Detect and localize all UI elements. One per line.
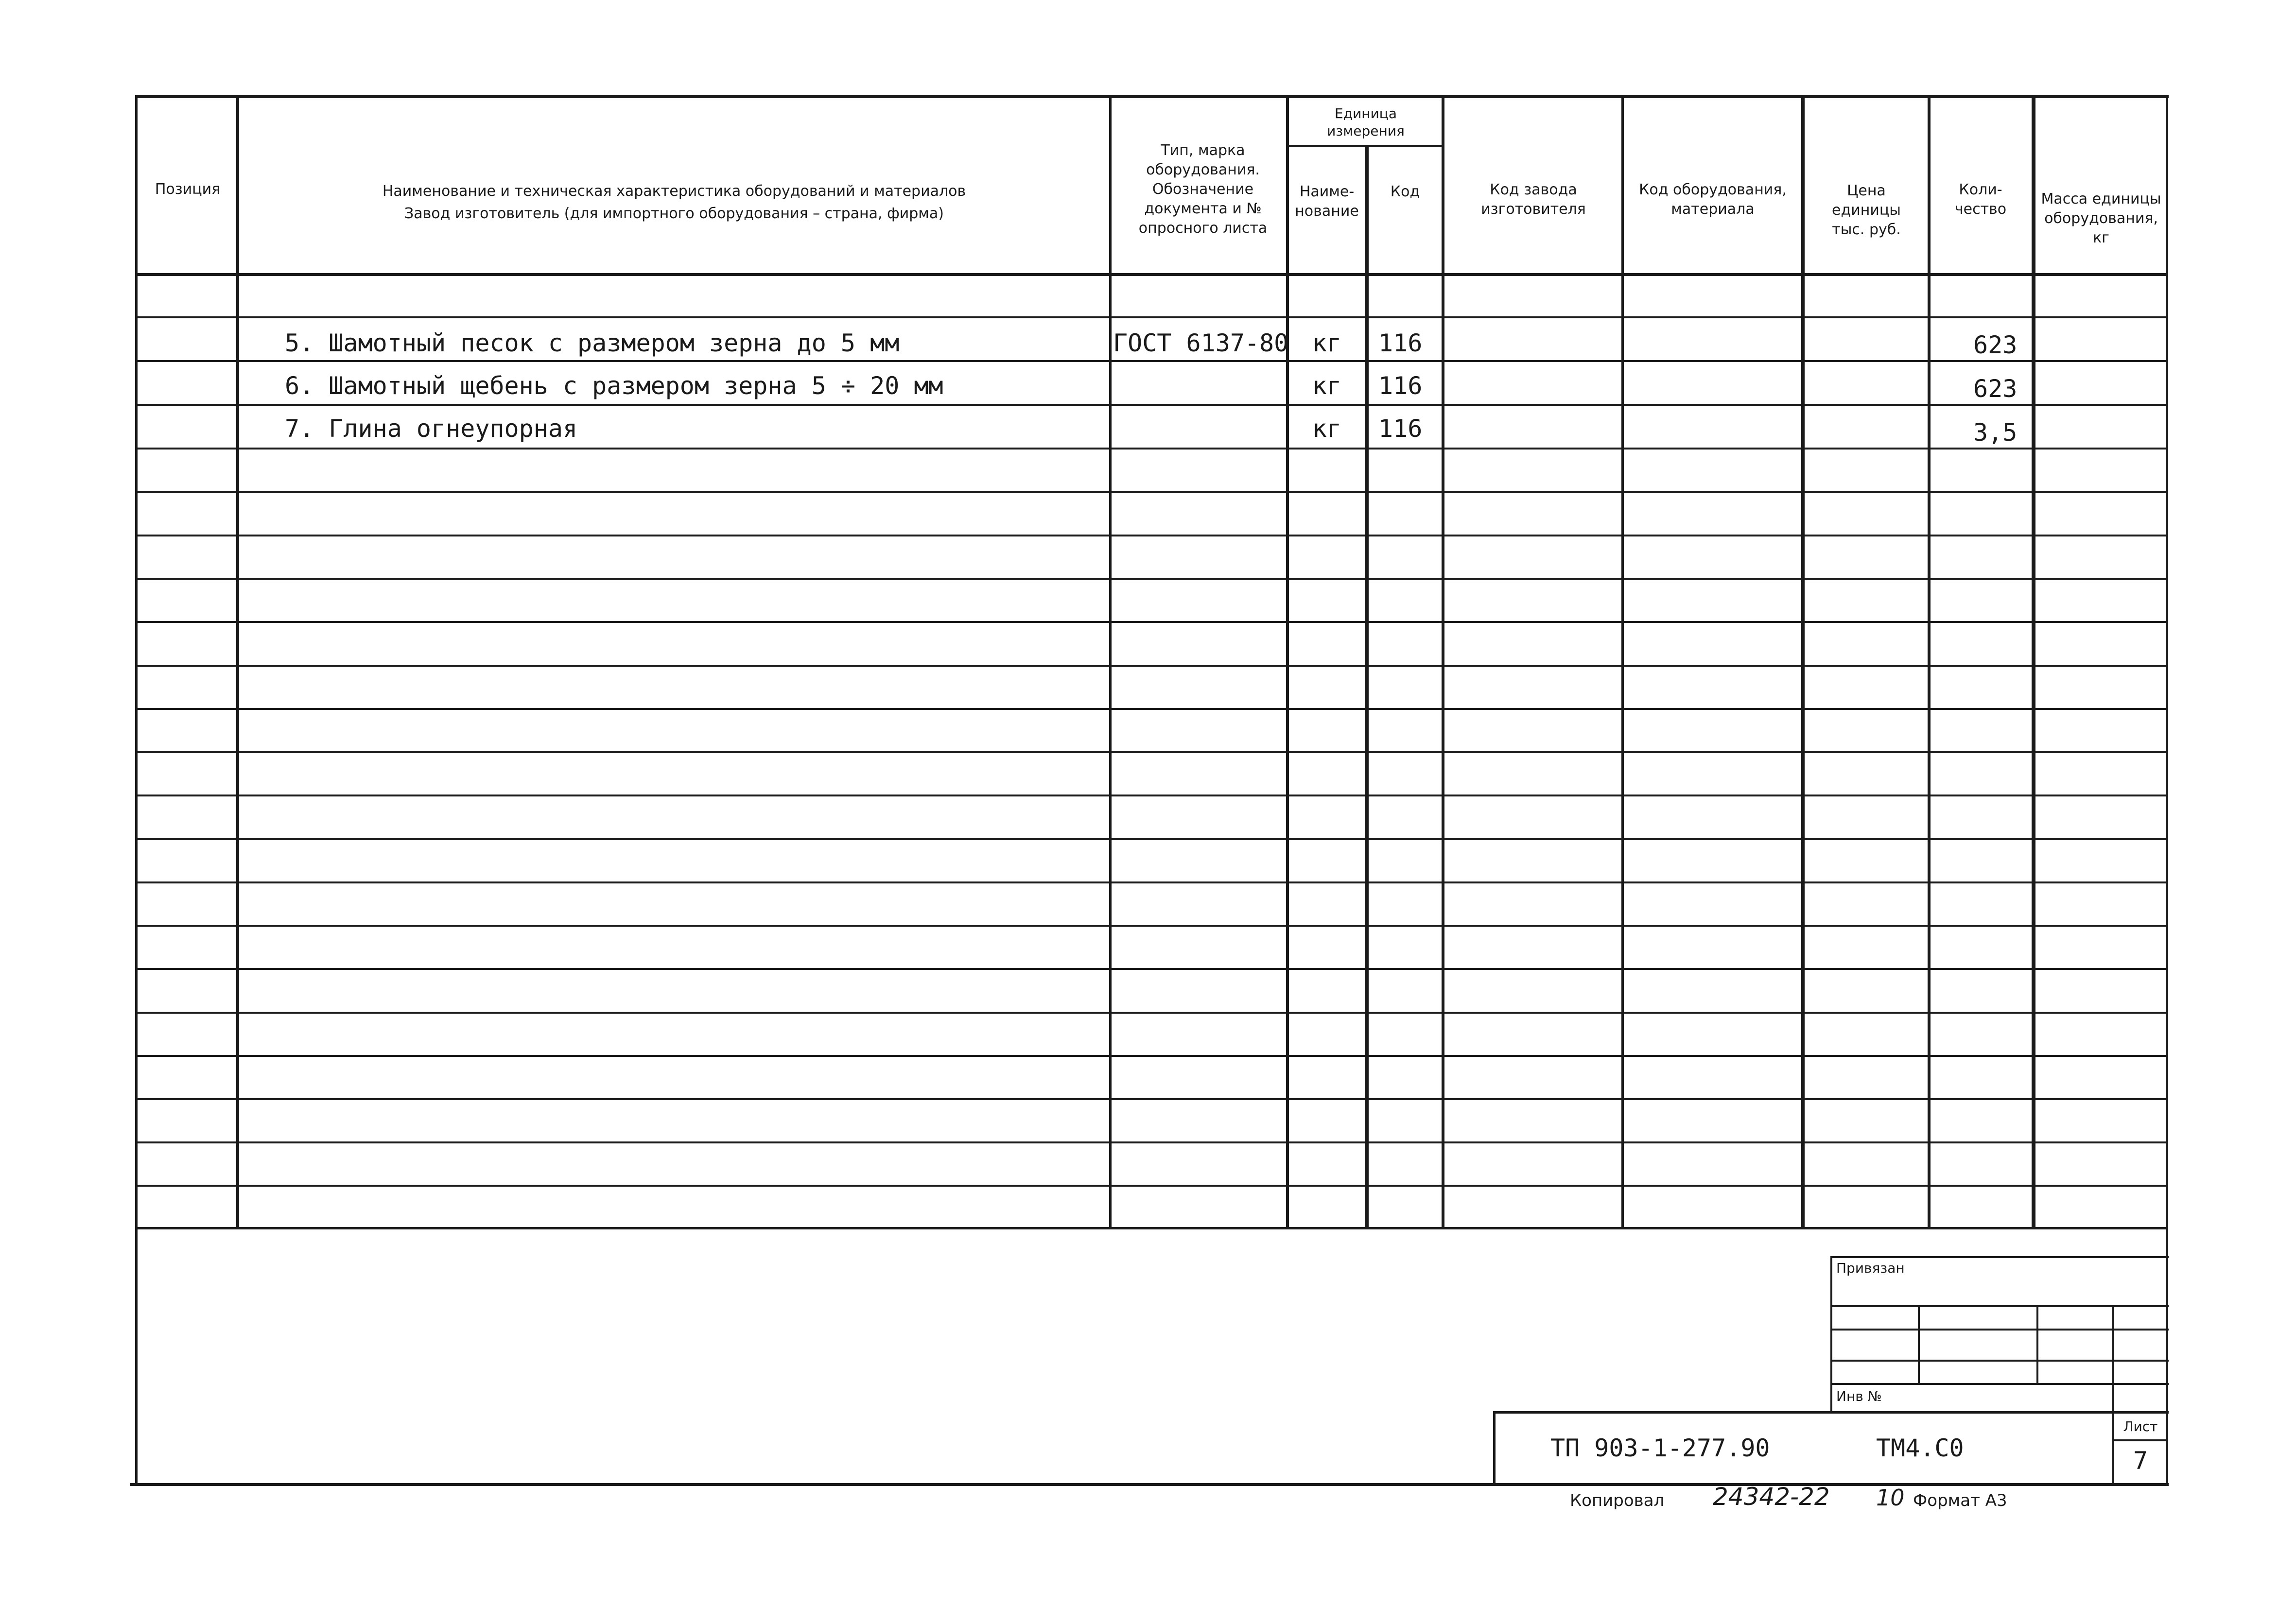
row-qty: 623 <box>1973 375 2018 403</box>
footer-copied: Копировал <box>1570 1491 1665 1510</box>
frame-left <box>135 95 138 1483</box>
col-line-6 <box>1621 95 1624 1229</box>
doc-block-top <box>1495 1411 2169 1414</box>
sheet-number: 7 <box>2133 1447 2148 1475</box>
col-line-1 <box>236 95 239 1229</box>
row-line <box>135 968 2167 970</box>
row-name: 7. Глина огнеупорная <box>285 415 578 443</box>
row-line <box>135 1055 2167 1057</box>
row-line <box>135 404 2167 406</box>
stamp-grid-v2 <box>2036 1305 2038 1385</box>
row-code: 116 <box>1378 372 1423 400</box>
col-line-8 <box>1928 95 1931 1229</box>
frame-bottom <box>130 1483 2169 1486</box>
row-line <box>135 448 2167 449</box>
header-unit: Единица измерения <box>1327 105 1405 139</box>
stamp-inv-label: Инв № <box>1836 1388 1882 1404</box>
header-unit-name: Наиме-нование <box>1295 183 1359 220</box>
row-line <box>135 925 2167 927</box>
row-line <box>135 1141 2167 1143</box>
row-qty: 623 <box>1973 331 2018 359</box>
row-line <box>135 1185 2167 1187</box>
row-line <box>135 751 2167 753</box>
header-equipment-code: Код оборудования, материала <box>1639 181 1787 218</box>
row-qty: 3,5 <box>1973 418 2018 447</box>
row-line <box>135 708 2167 710</box>
stamp-linked-label: Привязан <box>1836 1260 1905 1276</box>
row-unit: кг <box>1312 415 1342 443</box>
row-line <box>135 795 2167 796</box>
stamp-grid-mid1 <box>1832 1329 2169 1331</box>
frame-top <box>137 95 2169 98</box>
stamp-grid-v3 <box>2112 1305 2114 1413</box>
row-line <box>135 1012 2167 1014</box>
row-code: 116 <box>1378 329 1423 357</box>
header-unit-code: Код <box>1390 183 1420 200</box>
row-name: 5. Шамотный песок с размером зерна до 5 мм <box>285 329 900 357</box>
col-line-7 <box>1801 95 1805 1229</box>
doc-block-left <box>1493 1411 1496 1485</box>
row-line <box>135 578 2167 580</box>
row-line <box>135 535 2167 536</box>
sheet-label: Лист <box>2123 1418 2158 1434</box>
row-line <box>135 665 2167 667</box>
footer-order: 24342-22 <box>1713 1483 1830 1511</box>
doc-code: ТП 903-1-277.90 <box>1550 1434 1770 1462</box>
row-line <box>135 881 2167 883</box>
stamp-grid-v1 <box>1918 1305 1920 1385</box>
table-bottom <box>135 1227 2167 1229</box>
header-name-line2: Завод изготовитель (для импортного оборудования – страна, фирма) <box>404 205 944 222</box>
header-factory-code: Код завода изготовителя <box>1481 181 1586 218</box>
stamp-left <box>1830 1256 1832 1412</box>
header-mass: Масса единицы оборудования, кг <box>2041 190 2161 246</box>
header-quantity: Коли-чество <box>1954 181 2007 218</box>
sheet-box-divider <box>2114 1439 2168 1441</box>
stamp-grid-top <box>1832 1305 2169 1307</box>
footer-sheet-count: 10 <box>1876 1485 1905 1511</box>
header-name-line1: Наименование и техническая характеристика оборудований и материалов <box>382 183 966 200</box>
row-line <box>135 360 2167 362</box>
col-line-4 <box>1365 146 1369 1229</box>
footer-format: Формат А3 <box>1913 1491 2007 1510</box>
frame-right <box>2166 95 2168 1485</box>
row-unit: кг <box>1312 372 1342 400</box>
col-line-9 <box>2032 95 2035 1229</box>
row-line <box>135 1098 2167 1100</box>
row-code: 116 <box>1378 415 1423 443</box>
stamp-grid-bottom <box>1832 1383 2169 1385</box>
row-line <box>135 838 2167 840</box>
header-position: Позиция <box>155 181 221 198</box>
unit-subheader-line <box>1287 145 1444 147</box>
col-line-2 <box>1109 95 1112 1229</box>
row-line <box>135 316 2167 318</box>
header-type: Тип, марка оборудования. Обозначение документа и № опросного листа <box>1138 142 1268 237</box>
col-line-3 <box>1286 95 1289 1229</box>
row-unit: кг <box>1312 329 1342 357</box>
header-bottom <box>137 273 2167 276</box>
doc-mark: ТМ4.С0 <box>1876 1434 1964 1462</box>
row-name: 6. Шамотный щебень с размером зерна 5 ÷ 20 мм <box>285 372 943 400</box>
row-type: ГОСТ 6137-80 <box>1113 329 1289 357</box>
stamp-linked-top <box>1832 1256 2169 1258</box>
col-line-5 <box>1442 95 1444 1229</box>
row-line <box>135 491 2167 493</box>
row-line <box>135 621 2167 623</box>
stamp-grid-mid2 <box>1832 1360 2169 1362</box>
header-price: Цена единицы тыс. руб. <box>1832 182 1901 238</box>
